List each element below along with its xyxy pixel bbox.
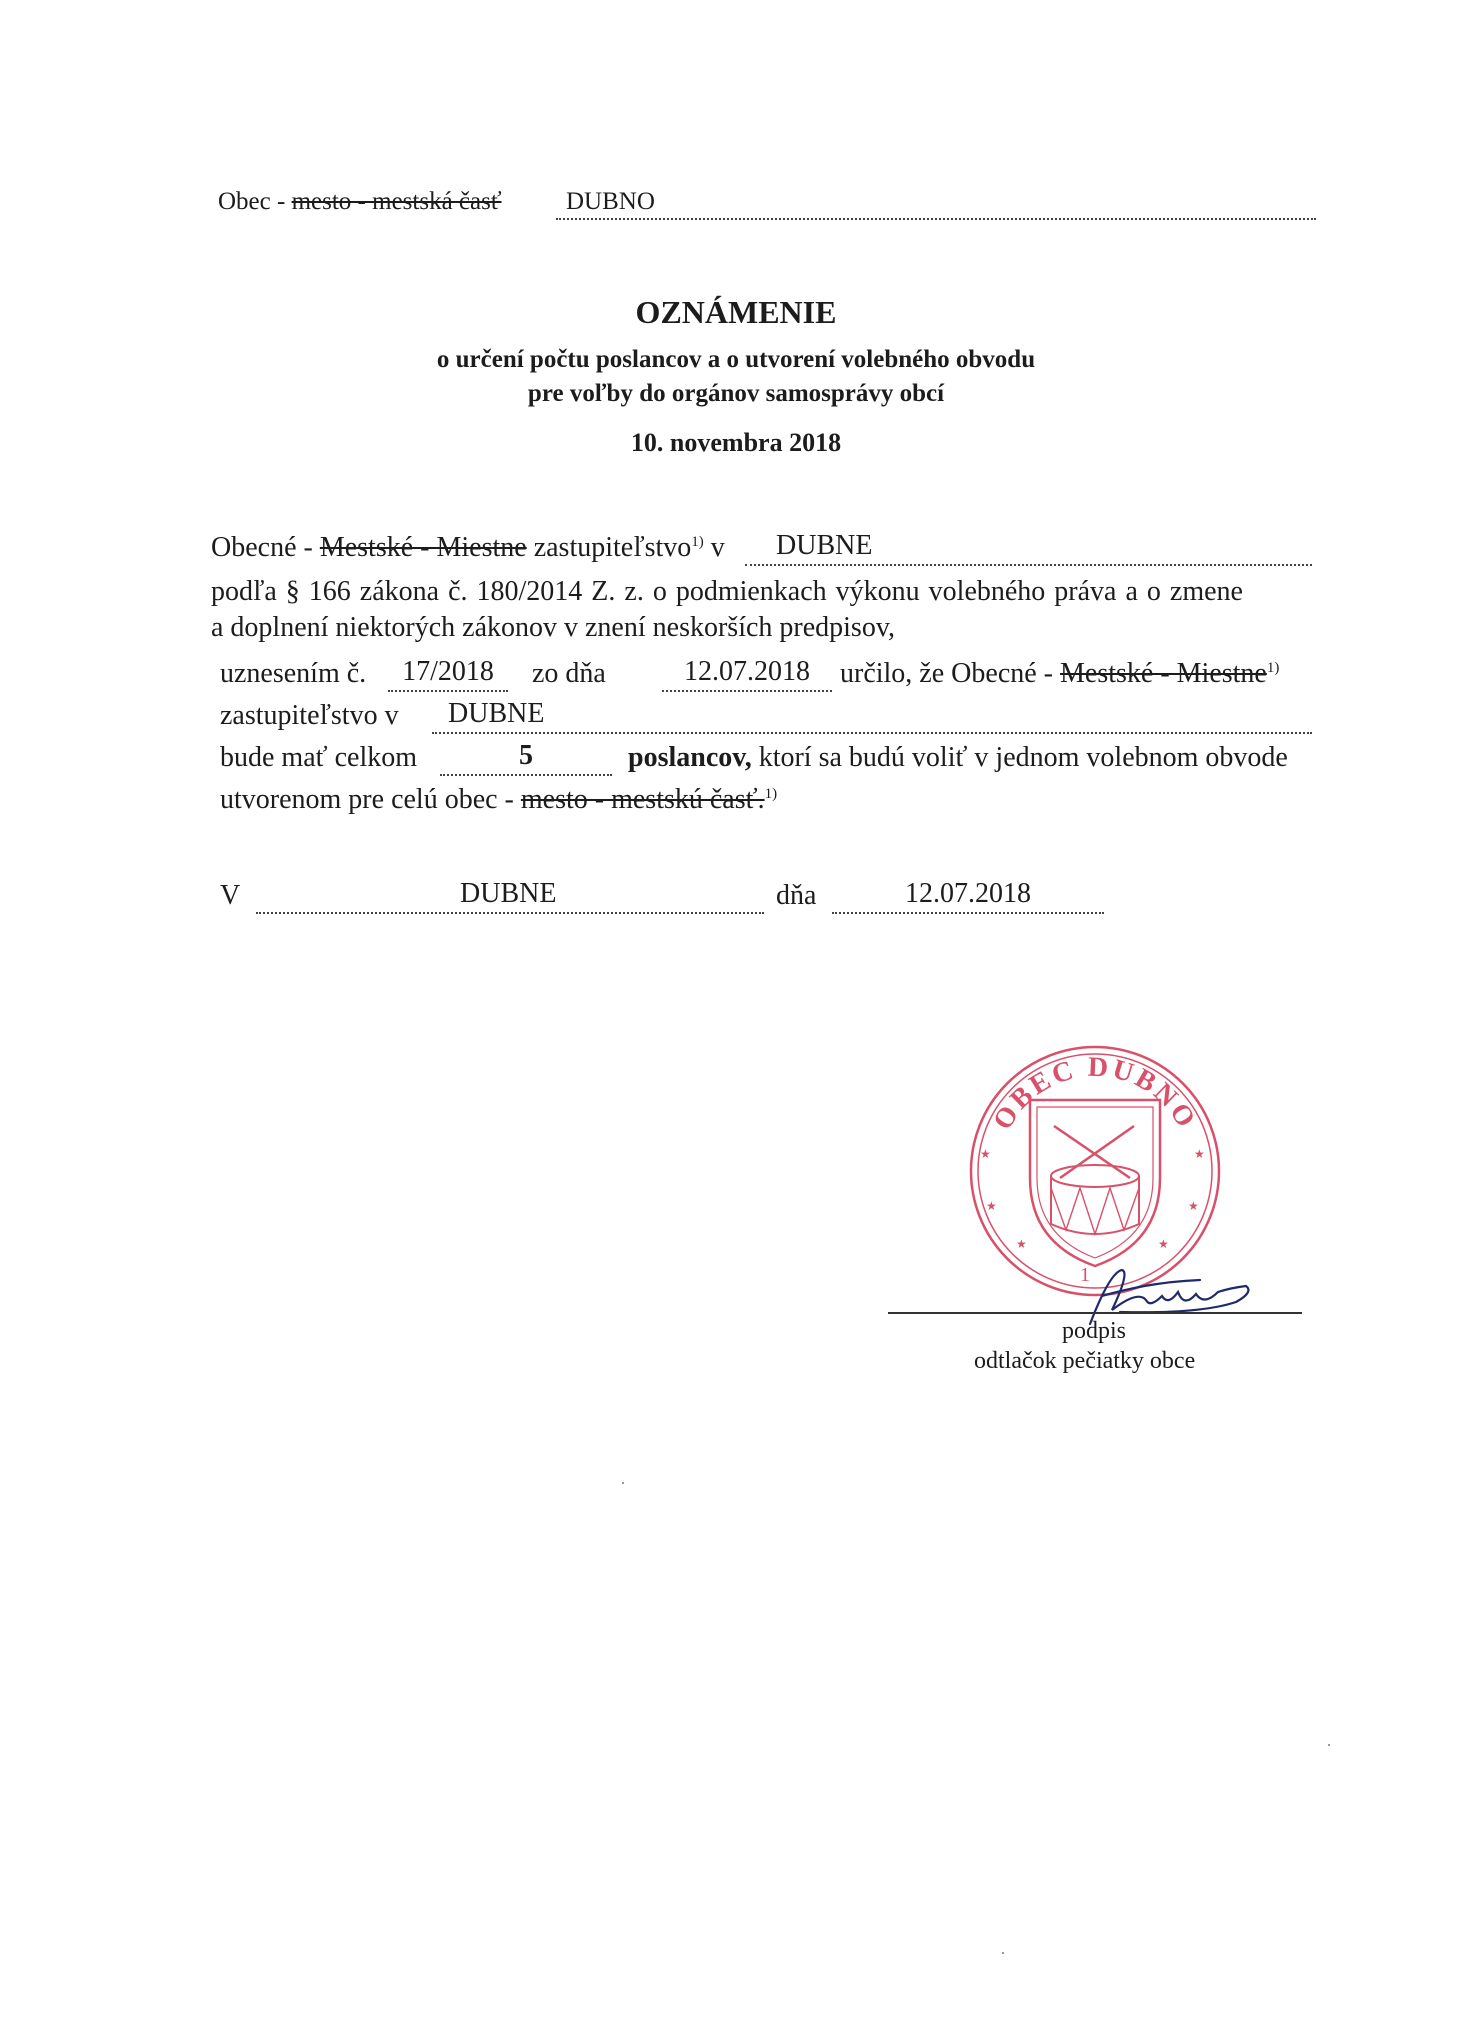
struck-text: mesto - mestskú časť. <box>520 784 765 815</box>
council-place-value: DUBNE <box>776 530 873 561</box>
struck-text: Mestské - Miestne <box>1060 658 1267 689</box>
dotted-line <box>256 912 764 914</box>
municipality-label: Obec - mesto - mestská časť <box>218 188 502 215</box>
stamp-label: odtlačok pečiatky obce <box>974 1348 1196 1374</box>
document-subtitle-1: o určení počtu poslancov a o utvorení volebného obvodu <box>436 346 1036 373</box>
document-subtitle-2: pre voľby do orgánov samosprávy obcí <box>527 380 945 407</box>
svg-text:★: ★ <box>980 1147 991 1161</box>
date-label: zo dňa <box>532 658 606 689</box>
municipality-value: DUBNO <box>566 188 655 215</box>
svg-text:★: ★ <box>1158 1237 1169 1251</box>
shield-icon <box>1030 1100 1160 1266</box>
struck-text: Mestské - Miestne <box>319 532 527 563</box>
signature-label: podpis <box>1062 1318 1127 1344</box>
dotted-line <box>662 690 832 692</box>
body-line-1: Obecné - Mestské - Miestne zastupiteľstvo$^{1)}$ v <box>211 532 725 563</box>
date-value: 12.07.2018 <box>905 878 1031 909</box>
council-value: DUBNE <box>448 698 545 729</box>
svg-text:★: ★ <box>1188 1199 1199 1213</box>
body-line-7: utvorenom pre celú obec - mesto - mestskú časť.$^{1)}$ <box>220 784 778 815</box>
svg-text:★: ★ <box>986 1199 997 1213</box>
struck-text: mesto - mestská časť <box>291 188 502 215</box>
scan-speck <box>1328 1744 1330 1746</box>
drum-strings-icon <box>1051 1188 1139 1234</box>
place-label: V <box>220 880 241 911</box>
dotted-line <box>440 774 612 776</box>
svg-text:★: ★ <box>1016 1237 1027 1251</box>
resolution-label: uznesením č. <box>220 658 367 689</box>
deputies-count: 5 <box>519 740 533 771</box>
body-line-6-end: poslancov, ktorí sa budú voliť v jednom volebnom obvode <box>628 742 1288 773</box>
total-label: bude mať celkom <box>220 742 418 773</box>
body-line-4-end: určilo, že Obecné - Mestské - Miestne$^{1)}$ <box>840 658 1280 689</box>
scan-speck <box>622 1482 624 1484</box>
council-label: zastupiteľstvo v <box>220 700 399 731</box>
date-label: dňa <box>776 880 817 911</box>
drumstick-icon <box>1054 1126 1130 1178</box>
signature-line <box>888 1312 1302 1314</box>
star-icons <box>980 1147 1205 1251</box>
dotted-line <box>388 690 508 692</box>
body-line-2: podľa § 166 zákona č. 180/2014 Z. z. o podmienkach výkonu volebného práva a o zmene <box>211 576 1243 607</box>
scan-speck <box>1002 1952 1004 1954</box>
dotted-line <box>432 732 1312 734</box>
resolution-date: 12.07.2018 <box>684 656 810 687</box>
dotted-line <box>556 218 1316 220</box>
svg-text:★: ★ <box>1194 1147 1205 1161</box>
dotted-line <box>745 564 1312 566</box>
place-value: DUBNE <box>460 878 557 909</box>
document-title: OZNÁMENIE <box>635 294 837 330</box>
election-date: 10. novembra 2018 <box>630 428 842 457</box>
stamp-number: 1 <box>1080 1264 1090 1286</box>
body-line-3: a doplnení niektorých zákonov v znení neskorších predpisov, <box>211 612 896 643</box>
resolution-number: 17/2018 <box>402 656 494 687</box>
dotted-line <box>832 912 1104 914</box>
stamp-text: OBEC DUBNO <box>987 1051 1203 1136</box>
drumstick-icon <box>1060 1126 1134 1178</box>
